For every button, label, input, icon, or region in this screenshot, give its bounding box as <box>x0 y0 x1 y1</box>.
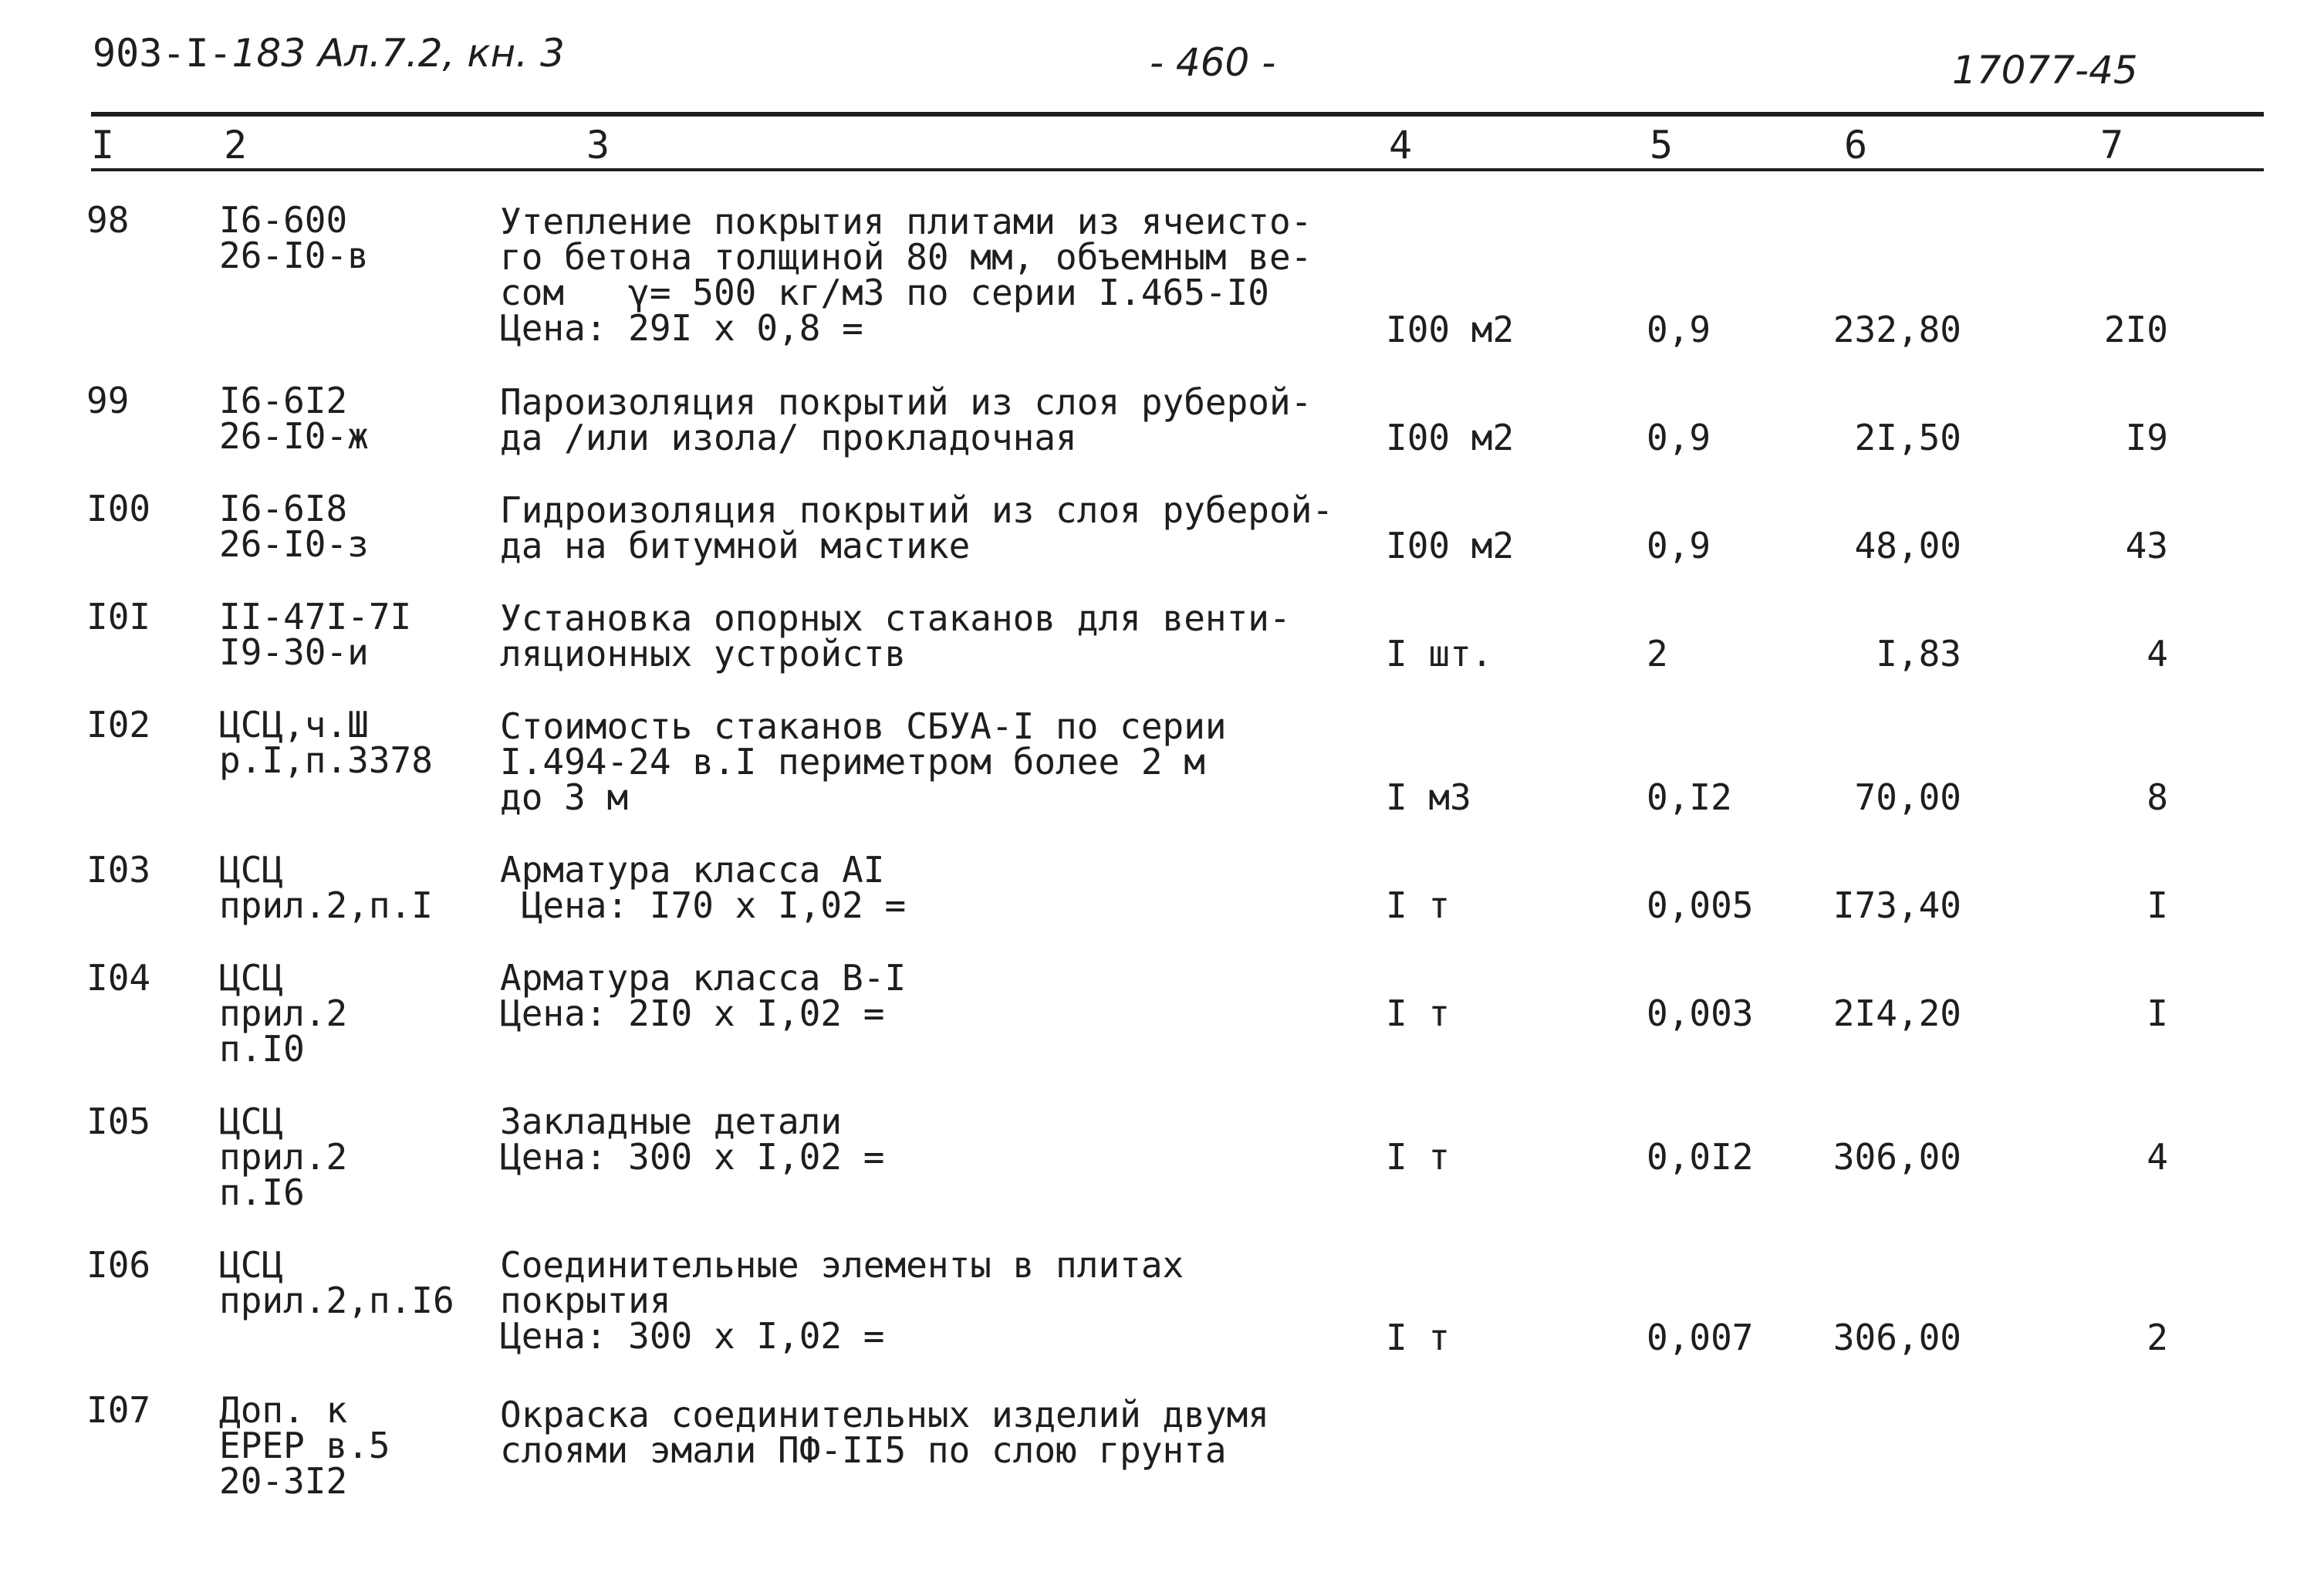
row-number: I00 <box>86 488 151 529</box>
table-header-rule <box>91 168 2264 171</box>
total-cost: 2I0 <box>2103 309 2168 350</box>
unit: I шт. <box>1386 633 1493 675</box>
unit: I т <box>1386 992 1451 1034</box>
row-number: I05 <box>86 1101 151 1142</box>
total-cost: 2 <box>2147 1317 2168 1358</box>
work-description: Гидроизоляция покрытий из слоя руберой- да на битумной мастике <box>500 489 1334 566</box>
work-description: Стоимость стаканов СБУА-I по серии I.494-24 в.I периметром более 2 м до 3 м <box>500 705 1227 818</box>
unit: I т <box>1386 1136 1451 1178</box>
unit-price: 2I4,20 <box>1833 992 1961 1034</box>
work-description: Пароизоляция покрытий из слоя руберой- да /или изола/ прокладочная <box>500 381 1312 458</box>
unit-price: 2I,50 <box>1854 417 1961 458</box>
work-description: Закладные детали Цена: 300 х I,02 = <box>500 1101 885 1178</box>
row-number: 98 <box>86 199 130 241</box>
unit: I т <box>1386 884 1451 926</box>
unit: I т <box>1386 1317 1451 1358</box>
total-cost: I <box>2147 992 2168 1034</box>
quantity: 0,I2 <box>1647 776 1732 818</box>
unit-price: 48,00 <box>1854 525 1961 566</box>
document-volume-handwritten: 183 Ал.7.2, кн. 3 <box>231 31 565 76</box>
total-cost: I <box>2147 884 2168 926</box>
unit-price: I,83 <box>1876 633 1961 675</box>
row-number: I07 <box>86 1389 151 1431</box>
row-number: I02 <box>86 704 151 746</box>
work-description: Утепление покрытия плитами из ячеисто- го бетона толщиной 80 мм, объемным ве- сом γ= 500 кг/м3 по серии I.465-I0 Цена: 29I х 0,8 = <box>500 201 1312 349</box>
norm-code: II-47I-7I I9-30-и <box>219 596 412 673</box>
quantity: 0,0I2 <box>1647 1136 1754 1178</box>
norm-code: I6-600 26-I0-в <box>219 199 369 276</box>
unit: I м3 <box>1386 776 1471 818</box>
norm-code: I6-6I8 26-I0-з <box>219 488 369 565</box>
column-header-1: I <box>91 123 115 167</box>
column-header-2: 2 <box>224 123 248 167</box>
quantity: 0,007 <box>1647 1317 1754 1358</box>
table-top-rule <box>91 112 2264 117</box>
norm-code: ЦСЦ прил.2,п.I6 <box>219 1244 454 1321</box>
norm-code: ЦСЦ прил.2 п.I0 <box>219 957 348 1070</box>
unit: I00 м2 <box>1386 417 1515 458</box>
norm-code: ЦСЦ,ч.Ш р.I,п.3378 <box>219 704 433 781</box>
document-series: 903-I- <box>93 31 232 76</box>
norm-code: ЦСЦ прил.2,п.I <box>219 849 433 926</box>
unit-price: I73,40 <box>1833 884 1961 926</box>
row-number: I06 <box>86 1244 151 1286</box>
archive-number: 17077-45 <box>1952 48 2138 93</box>
norm-code: Доп. к ЕРЕР в.5 20-3I2 <box>219 1389 390 1502</box>
norm-code: I6-6I2 26-I0-ж <box>219 380 369 457</box>
total-cost: 43 <box>2125 525 2168 566</box>
row-number: I03 <box>86 849 151 891</box>
total-cost: 4 <box>2147 1136 2168 1178</box>
total-cost: 8 <box>2147 776 2168 818</box>
work-description: Арматура класса В-I Цена: 2I0 х I,02 = <box>500 957 907 1034</box>
quantity: 2 <box>1647 633 1668 675</box>
unit-price: 306,00 <box>1833 1136 1961 1178</box>
work-description: Окраска соединительных изделий двумя слоями эмали ПФ-II5 по слою грунта <box>500 1394 1269 1471</box>
unit: I00 м2 <box>1386 309 1515 350</box>
quantity: 0,9 <box>1647 417 1711 458</box>
quantity: 0,9 <box>1647 309 1711 350</box>
work-description: Соединительные элементы в плитах покрытия Цена: 300 х I,02 = <box>500 1244 1184 1357</box>
row-number: 99 <box>86 380 130 421</box>
quantity: 0,9 <box>1647 525 1711 566</box>
column-header-4: 4 <box>1389 123 1413 167</box>
column-header-3: 3 <box>586 123 610 167</box>
unit-price: 70,00 <box>1854 776 1961 818</box>
column-header-5: 5 <box>1650 123 1674 167</box>
unit-price: 306,00 <box>1833 1317 1961 1358</box>
row-number: I0I <box>86 596 151 637</box>
unit-price: 232,80 <box>1833 309 1961 350</box>
document-code <box>93 31 565 76</box>
row-number: I04 <box>86 957 151 999</box>
work-description: Установка опорных стаканов для венти- ляционных устройств <box>500 597 1291 675</box>
norm-code: ЦСЦ прил.2 п.I6 <box>219 1101 348 1213</box>
work-description: Арматура класса АI Цена: I70 х I,02 = <box>500 849 907 926</box>
quantity: 0,005 <box>1647 884 1754 926</box>
unit: I00 м2 <box>1386 525 1515 566</box>
column-header-7: 7 <box>2100 123 2124 167</box>
page-number: - 460 - <box>1150 40 1276 85</box>
total-cost: I9 <box>2125 417 2168 458</box>
total-cost: 4 <box>2147 633 2168 675</box>
column-header-6: 6 <box>1844 123 1868 167</box>
quantity: 0,003 <box>1647 992 1754 1034</box>
